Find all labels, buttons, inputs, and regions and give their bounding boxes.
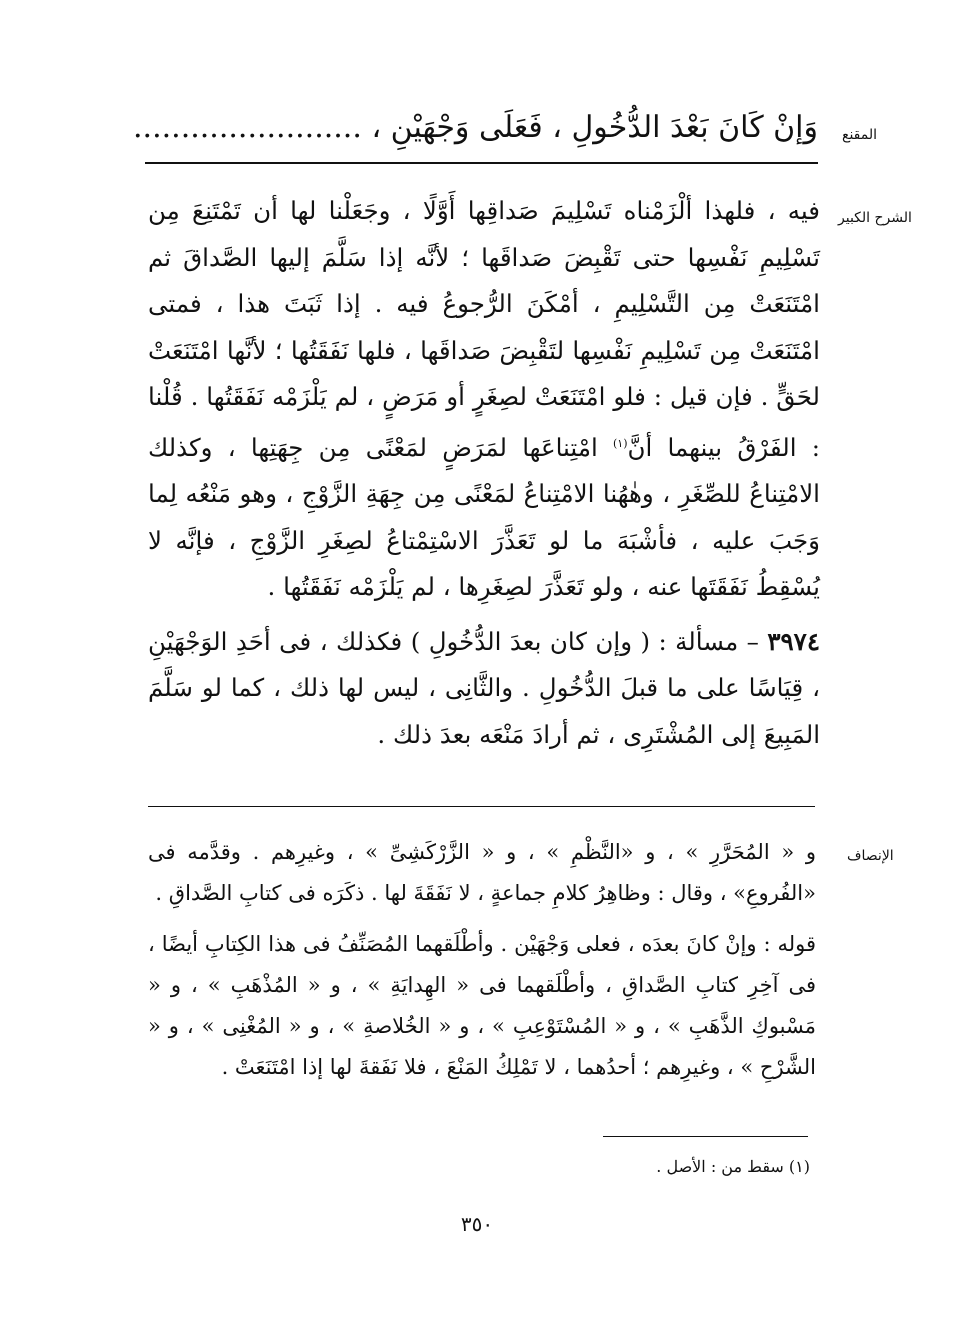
sharh-paragraph-2: ٣٩٧٤ – مسألة : ( وإن كان بعدَ الدُّخُولِ ) فكذلك ، فى أحَدِ الوَجْهَيْنِ ، قِيَاسًا على ما قبلَ الدُّخُولِ . والثَّانِى ، ليس لها ذلك ، كما لو سَلَّمَ المَبِيعَ إلى المُشْتَرِى ، ثم أرادَ مَنْعَه بعدَ ذلك . [148,626,820,749]
muqni-text-line [133,104,818,152]
sharh-body [148,188,820,758]
insaf-body [148,832,816,1088]
section-divider [148,806,815,807]
muqni-text: وَإنْ كَانَ بَعْدَ الدُّخُولِ ، فَعَلَى وَجْهَيْنِ ، [371,110,818,145]
footnote-divider [603,1136,808,1137]
footnote: (١) سقط من : الأصل . [656,1157,810,1176]
page-number: ٣٥٠ [460,1212,494,1236]
insaf-paragraph-2: قوله : وإنْ كانَ بعدَه ، فعلى وَجْهَيْن . وأطْلَقهما المُصَنِّفُ فى هذا الكِتابِ أيضًا ، فى آخِرِ كتابِ الصَّداقِ ، وأطْلَقهما فى « الهِدايَةِ » ، و « المُذْهَبِ » ، و « مَسْبوكِ الذَّهَبِ » ، و « المُسْتَوْعِبِ » ، و « الخُلاصةِ » ، و « المُغْنِى » ، و « الشَّرْحِ » ، وغيرِهم ؛ أحدُهما ، لا تَمْلِكُ المَنْعَ ، فلا نَفَقةَ لها إذا امْتَنَعَتْ . [148,932,816,1079]
insaf-paragraph-1: و « المُحَرَّرِ » ، و «النَّظْمِ » ، و « الزَّرْكَشِىِّ » ، وغيرِهم . وقدَّمه فى «الفُروعِ» ، وقال : وظاهِرُ كلامِ جماعةٍ ، لا نَفَقَةَ لها . ذكَرَه فى كتابِ الصَّداقِ . [148,840,816,905]
insaf-label: الإنصاف [847,848,894,864]
sharh-label: الشرح الكبير [838,210,912,226]
muqni-dots: ........................ [133,110,362,145]
issue-number: ٣٩٧٤ [767,626,820,656]
sharh-paragraph-1: فيه ، فلهذا ألْزَمْناه تَسْلِيمَ صَداقِها أَوَّلًا ، وجَعَلْنا لها أن تَمْتَنِعَ مِن تَسْلِيمِ نَفْسِها حتى تَقْبِضَ صَداقَها ؛ لأنَّه إذا سَلَّمَ إليها الصَّداقَ ثم امْتَنَعَتْ مِن التَّسْلِيمِ ، أمْكَنَ الرُّجوعُ فيه . إذا ثَبَتَ هذا ، فمتى امْتَنَعَتْ مِن تَسْلِيمِ نَفْسِها لتَقْبِضَ صَداقَها ، فلها نَفَقَتُها ؛ لأنَّها امْتَنَعَتْ لحَقٍّ . فإن قيل : فلو امْتَنَعَتْ لصِغَرٍ أو مَرَضٍ ، لم يَلْزَمْه نَفَقَتُها . قُلْنا : الفَرْقُ بينهما أنَّ$^{(١)}$ امْتِناعَها لمَرَضٍ لمَعْنًى مِن جِهَتِها ، وكذلك الامْتِناعُ للصِّغَرِ ، وهٰهُنا الامْتِناعُ لمَعْنًى مِن جِهَةِ الزَّوْجِ ، وهو مَنْعُه لِما وَجَبَ عليه ، فأشْبَهَ ما لو تَعَذَّرَ الاسْتِمْتاعُ لصِغَرِ الزَّوْجِ ، فإنَّه لا يُسْقِطُ نَفَقَتَها عنه ، ولو تَعَذَّرَ لصِغَرِها ، لم يَلْزَمْه نَفَقَتُها . [148,196,821,602]
header-divider [145,162,818,164]
muqni-label: المقنع [842,127,878,143]
footnote-marker: (١) [613,436,628,450]
